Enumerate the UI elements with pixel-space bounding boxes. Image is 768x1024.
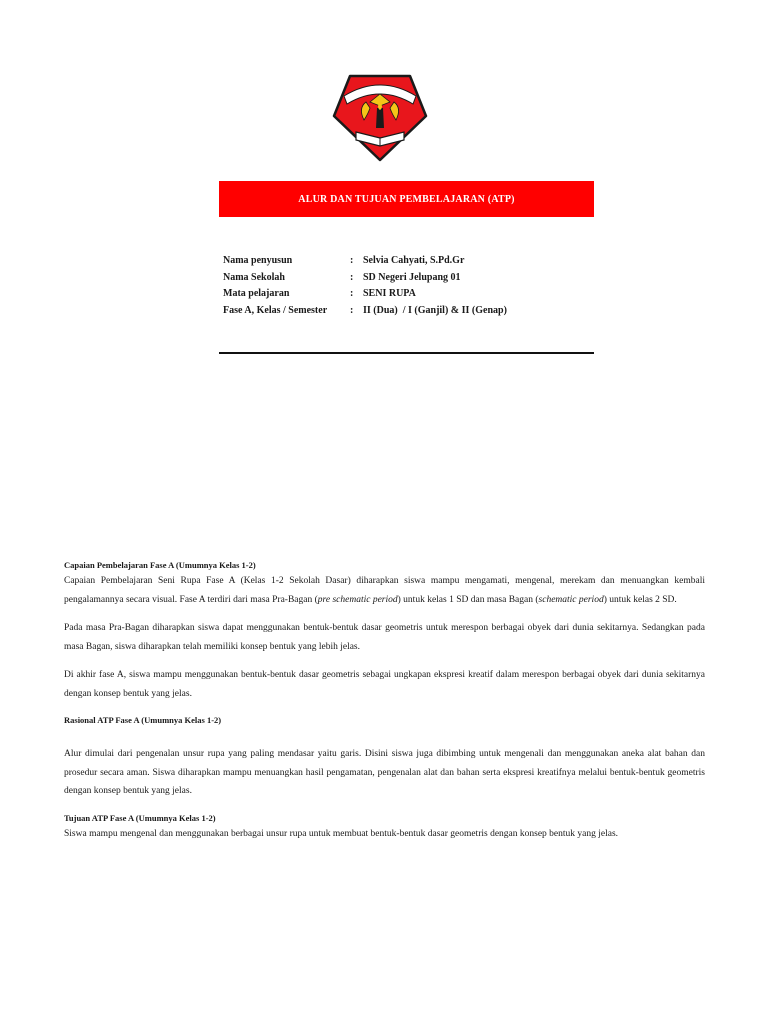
info-label: Nama penyusun (223, 255, 293, 266)
info-label: Mata pelajaran (223, 288, 290, 299)
info-value: SD Negeri Jelupang 01 (363, 271, 461, 283)
info-separator: : (350, 271, 354, 283)
title-banner (219, 181, 594, 217)
info-separator: : (350, 304, 354, 316)
section-heading-capaian: Capaian Pembelajaran Fase A (Umumnya Kelas 1-2) (64, 560, 256, 570)
section-heading-tujuan: Tujuan ATP Fase A (Umumnya Kelas 1-2) (64, 812, 216, 823)
text-run: ) untuk kelas 2 SD. (603, 594, 677, 605)
info-value: Selvia Cahyati, S.Pd.Gr (363, 255, 465, 266)
paragraph-tujuan: Siswa mampu mengenal dan menggunakan berbagai unsur rupa untuk membuat bentuk-bentuk dasar geometris dengan konsep bentuk yang jelas. (64, 828, 619, 839)
info-separator: : (350, 288, 354, 299)
tut-wuri-handayani-logo (330, 66, 430, 162)
info-separator: : (350, 255, 354, 266)
info-value: SENI RUPA (363, 288, 416, 299)
divider-line (219, 352, 594, 354)
info-row-mapel (223, 286, 593, 303)
paragraph-capaian-2: Pada masa Pra-Bagan diharapkan siswa dapat menggunakan bentuk-bentuk dasar geometris untuk merespon berbagai obyek dari dunia sekitarnya. Sedangkan pada masa Bagan, siswa diharapkan telah memiliki konsep bentuk yang lebih jelas. (64, 623, 705, 652)
document-body (64, 558, 705, 843)
paragraph-capaian-3: Di akhir fase A, siswa mampu menggunakan bentuk-bentuk dasar geometris sebagai ungkapan ekspresi kreatif dalam merespon berbagai obyek dari dunia sekitarnya dengan konsep bentuk yang jelas. (64, 670, 705, 699)
info-row-sekolah (223, 270, 593, 287)
info-row-fase (223, 303, 593, 320)
text-run: Capaian Pembelajaran Seni Rupa Fase A (Kelas 1-2 Sekolah Dasar) diharapkan siswa mampu mengamati, mengenal, merekam dan menuangkan kembali pengalamannya secara visual. Fase A terdiri dari masa Pra-Bagan ( (64, 576, 705, 605)
info-value: II (Dua) / I (Ganjil) & II (Genap) (363, 304, 507, 316)
text-run-italic: schematic period (538, 594, 604, 605)
info-table (223, 253, 593, 319)
info-label: Nama Sekolah (223, 271, 285, 283)
document-title: ALUR DAN TUJUAN PEMBELAJARAN (ATP) (298, 193, 515, 205)
paragraph-capaian-1 (64, 572, 705, 609)
paragraph-rasional: Alur dimulai dari pengenalan unsur rupa yang paling mendasar yaitu garis. Disini siswa juga dibimbing untuk mengenali dan menggunakan aneka alat bahan dan prosedur secara aman. Siswa diharapkan mampu menuangkan hasil pengamatan, pengenalan alat dan bahan serta ekspresi kreatifnya melalui bentuk-bentuk geometris dengan konsep bentuk yang jelas. (64, 749, 705, 796)
text-run: ) untuk kelas 1 SD dan masa Bagan ( (397, 594, 539, 605)
text-run-italic: pre schematic period (317, 594, 398, 605)
info-row-penyusun (223, 253, 593, 270)
info-label: Fase A, Kelas / Semester (223, 304, 328, 316)
section-heading-rasional: Rasional ATP Fase A (Umumnya Kelas 1-2) (64, 715, 222, 725)
